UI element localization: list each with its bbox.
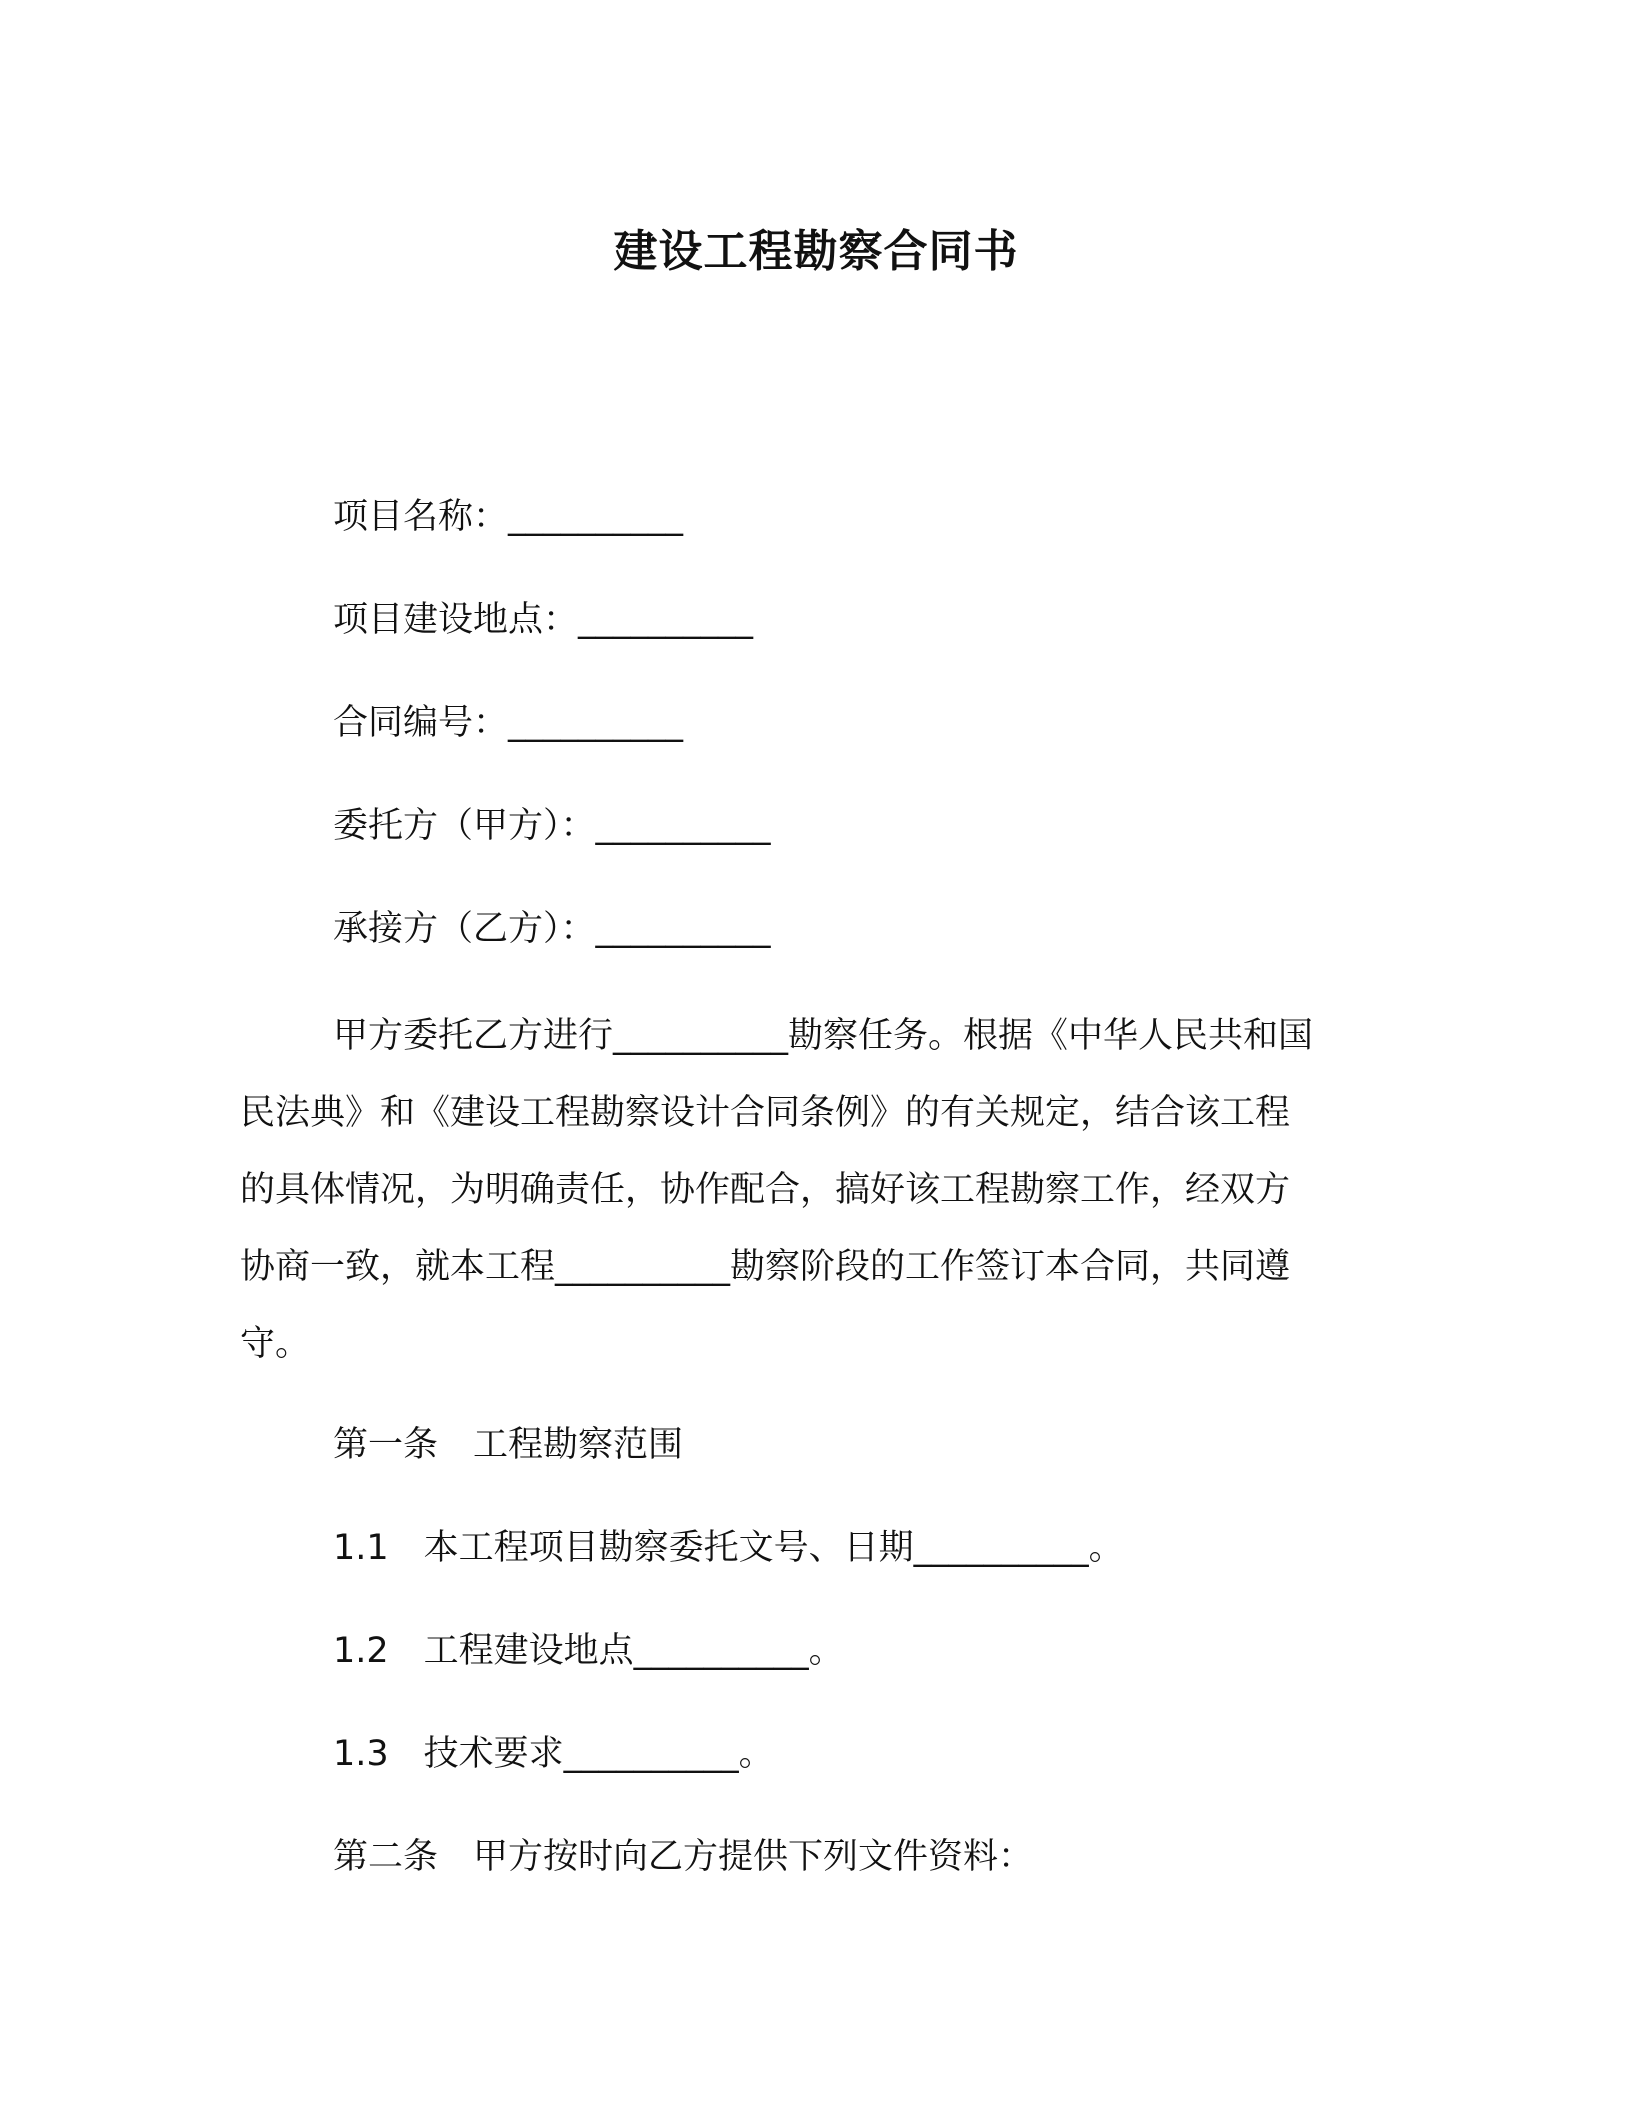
article1-item: 1.2 工程建设地点__________。 bbox=[333, 1631, 844, 1671]
article1-heading: 第一条 工程勘察范围 bbox=[333, 1425, 684, 1465]
field-project-location: 项目建设地点：__________ bbox=[333, 600, 754, 640]
article2-heading: 第二条 甲方按时向乙方提供下列文件资料： bbox=[333, 1837, 1034, 1877]
field-party-a: 委托方（甲方）：__________ bbox=[333, 806, 771, 846]
intro-line: 守。 bbox=[240, 1324, 311, 1364]
field-party-b: 承接方（乙方）：__________ bbox=[333, 909, 771, 949]
intro-line: 协商一致，就本工程__________勘察阶段的工作签订本合同，共同遵 bbox=[240, 1247, 1291, 1287]
field-project-name: 项目名称：__________ bbox=[333, 497, 684, 537]
article1-item: 1.1 本工程项目勘察委托文号、日期__________。 bbox=[333, 1528, 1124, 1568]
field-contract-number: 合同编号：__________ bbox=[333, 703, 684, 743]
intro-line: 甲方委托乙方进行__________勘察任务。根据《中华人民共和国 bbox=[333, 1016, 1314, 1056]
intro-line: 的具体情况，为明确责任，协作配合，搞好该工程勘察工作，经双方 bbox=[240, 1170, 1291, 1210]
article1-item: 1.3 技术要求__________。 bbox=[333, 1734, 774, 1774]
intro-paragraph bbox=[240, 998, 1380, 1383]
document-title: 建设工程勘察合同书 bbox=[613, 226, 1019, 277]
intro-line: 民法典》和《建设工程勘察设计合同条例》的有关规定，结合该工程 bbox=[240, 1093, 1291, 1133]
